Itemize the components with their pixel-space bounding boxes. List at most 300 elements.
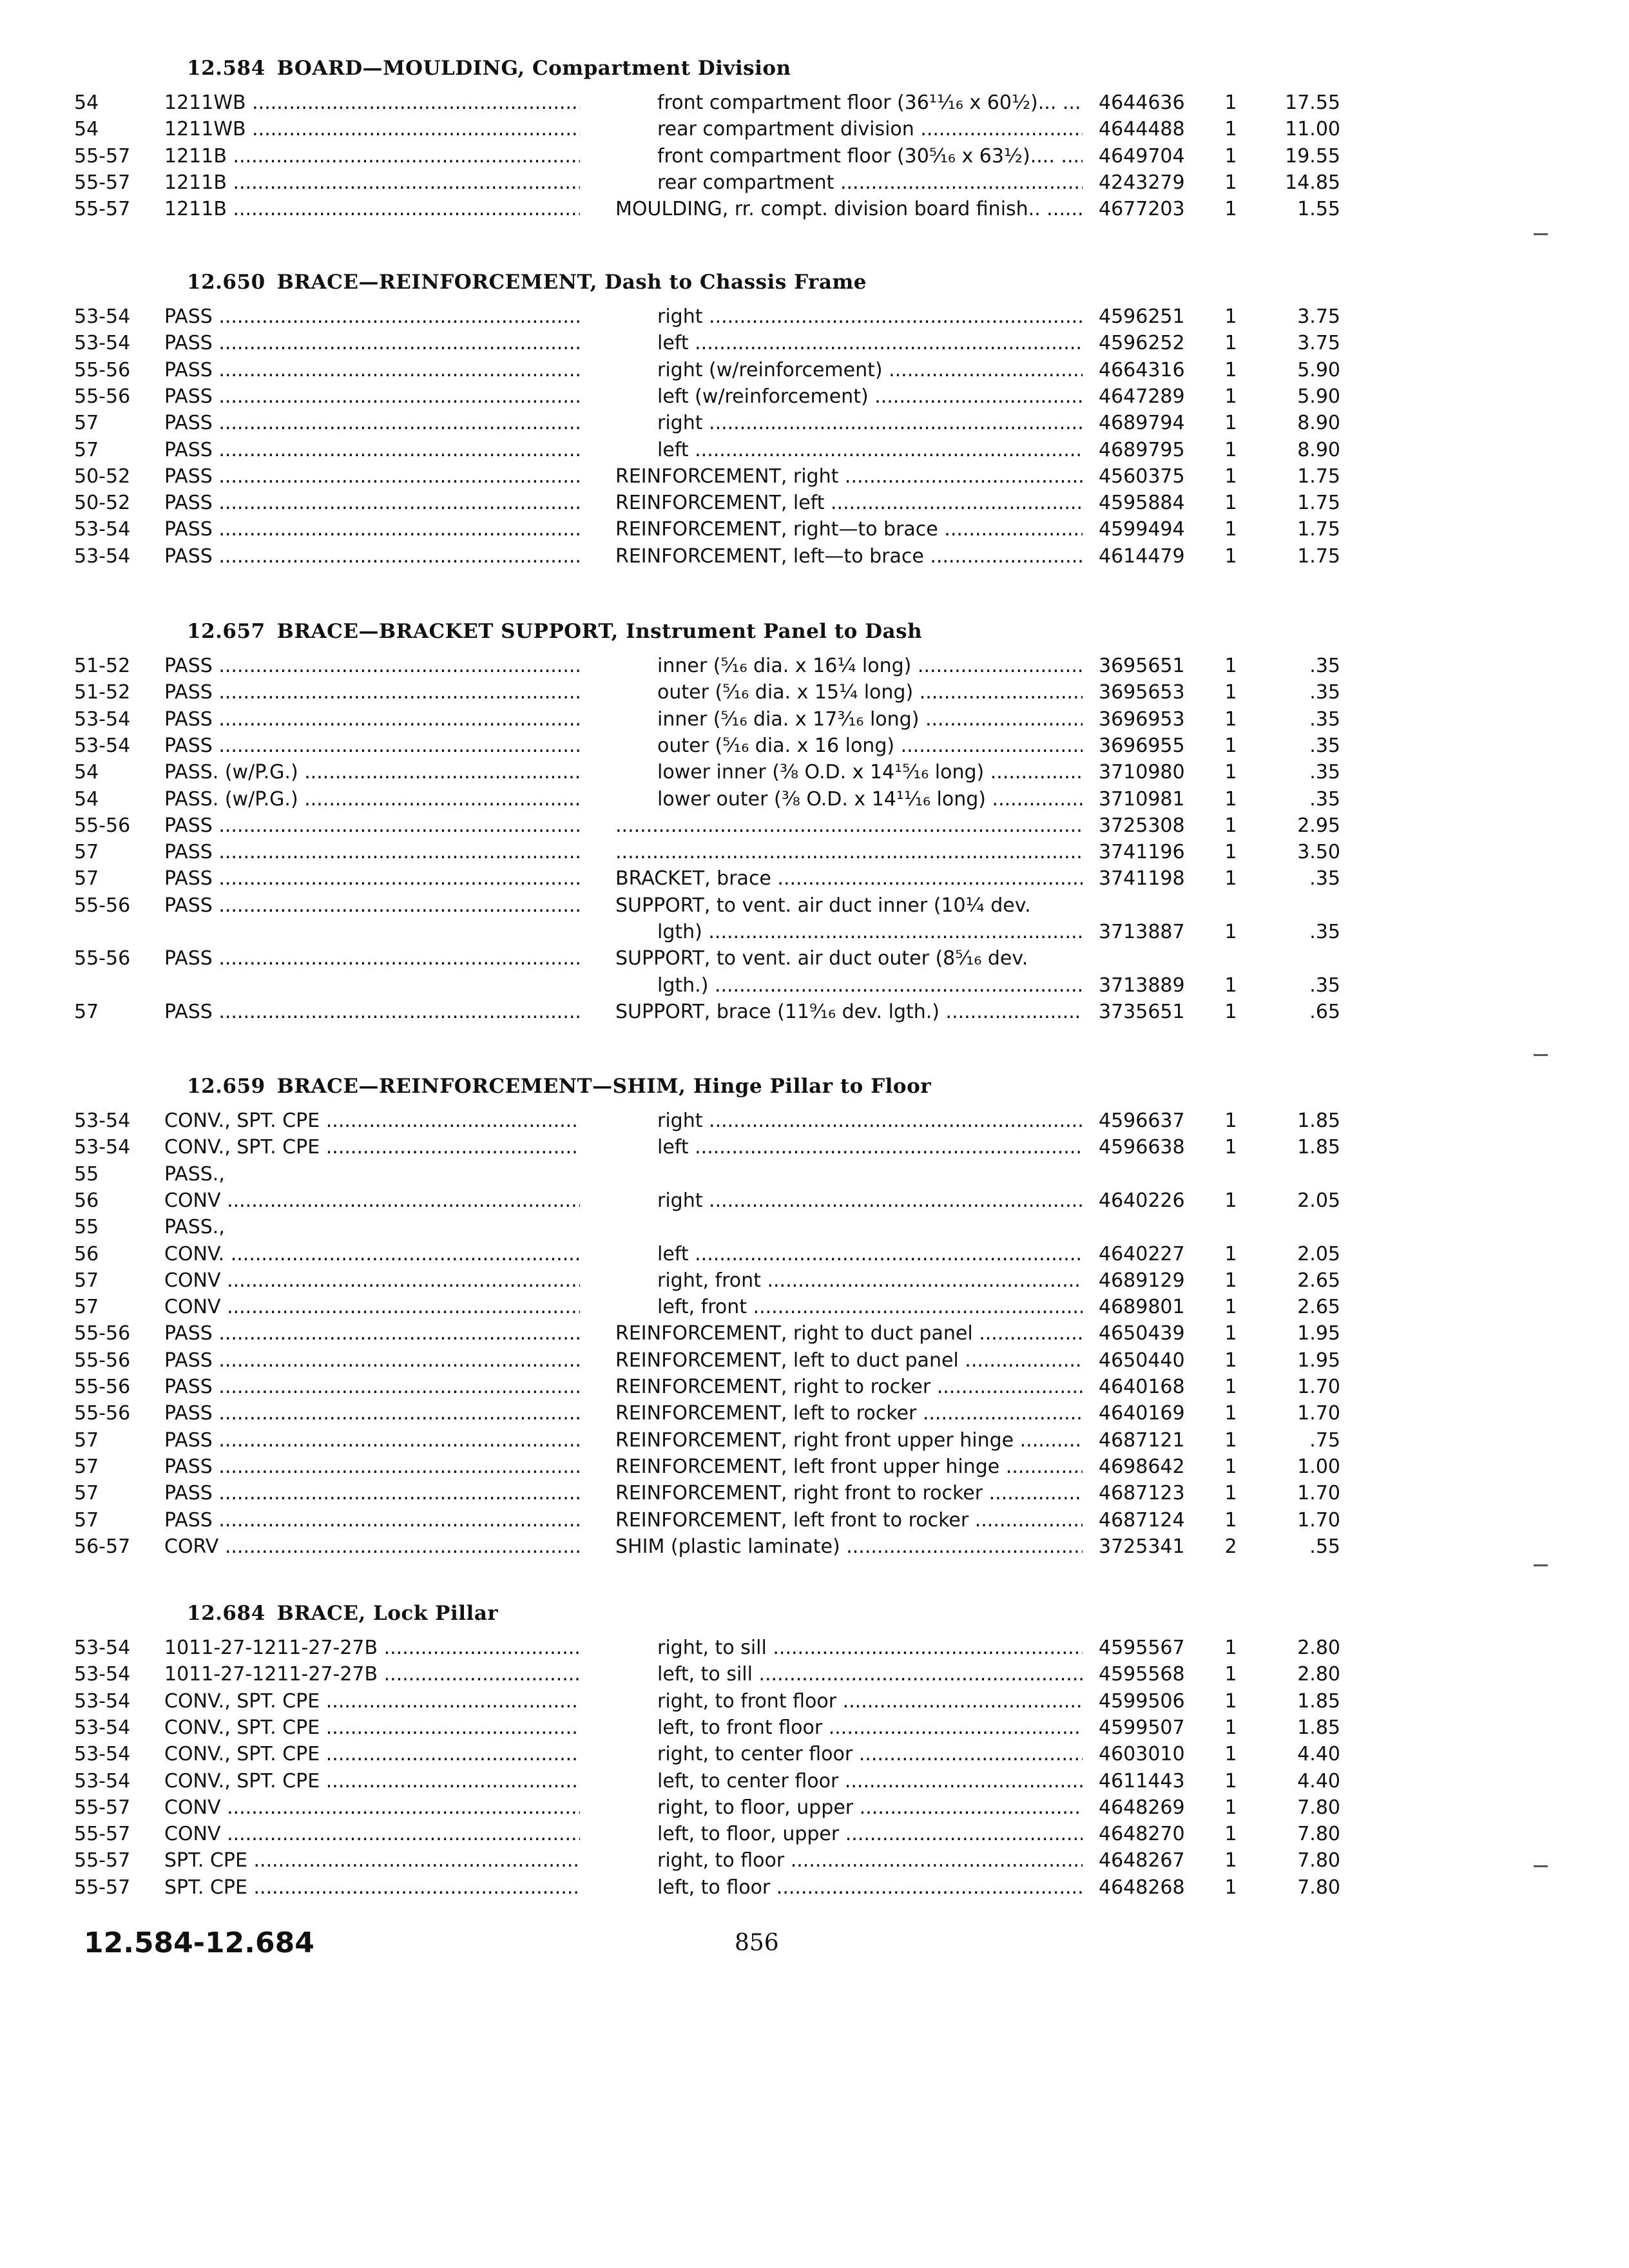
page-range-label: 12.584-12.684 (84, 1927, 314, 1959)
quantity: 1 (1224, 1508, 1237, 1532)
part-description: right, to sill ..... (657, 1635, 1083, 1661)
model-year: 55-57 (74, 198, 131, 221)
part-row (0, 437, 1629, 463)
part-row (0, 1821, 1629, 1847)
part-description: lgth) ..... (657, 919, 1083, 945)
quantity: 1 (1224, 1796, 1237, 1819)
model-year: 53-54 (74, 1689, 131, 1713)
body-model: CONV ..... (164, 1821, 580, 1847)
body-model: 1211WB ..... (164, 90, 580, 116)
part-number: 3741196 (1099, 841, 1185, 864)
quantity: 1 (1224, 492, 1237, 515)
model-year: 54 (74, 118, 99, 141)
part-description: REINFORCEMENT, left—to brace ..... (615, 544, 1083, 570)
part-row (0, 680, 1629, 706)
body-model: 1011-27-1211-27-27B ..... (164, 1635, 580, 1661)
section-title: BRACE—BRACKET SUPPORT, Instrument Panel to Dash (276, 620, 923, 643)
section-number: 12.650 (187, 271, 265, 294)
section-title: BRACE—REINFORCEMENT—SHIM, Hinge Pillar to Floor (276, 1075, 932, 1098)
part-description: REINFORCEMENT, left front to rocker ..... (615, 1508, 1083, 1533)
part-row (0, 170, 1629, 196)
part-number: 4689129 (1099, 1269, 1185, 1292)
part-row (0, 490, 1629, 516)
price: .35 (1309, 734, 1340, 757)
price: 1.75 (1297, 465, 1340, 488)
section-number: 12.659 (187, 1075, 265, 1098)
part-row (0, 1795, 1629, 1821)
section-title: BRACE—REINFORCEMENT, Dash to Chassis Frame (276, 271, 867, 294)
quantity: 1 (1224, 1716, 1237, 1739)
price: 7.80 (1297, 1823, 1340, 1846)
part-number: 3725308 (1099, 814, 1185, 837)
price: 8.90 (1297, 438, 1340, 461)
part-number: 4640168 (1099, 1376, 1185, 1398)
body-model: PASS ..... (164, 490, 580, 516)
quantity: 1 (1224, 438, 1237, 461)
part-number: 3713889 (1099, 974, 1185, 997)
quantity: 1 (1224, 841, 1237, 864)
price: 1.55 (1297, 198, 1340, 221)
body-model: CONV ..... (164, 1294, 580, 1320)
part-description: right, to front floor ..... (657, 1689, 1083, 1715)
part-number: 4687123 (1099, 1482, 1185, 1505)
part-description: SHIM (plastic laminate) ..... (615, 1534, 1083, 1560)
price: 2.65 (1297, 1269, 1340, 1292)
part-row (0, 1188, 1629, 1214)
quantity: 1 (1224, 1663, 1237, 1686)
part-row (0, 787, 1629, 812)
part-row (0, 1108, 1629, 1134)
part-row (0, 1662, 1629, 1687)
model-year: 55-57 (74, 144, 131, 168)
part-number: 3696955 (1099, 734, 1185, 757)
body-model: 1211B ..... (164, 197, 580, 222)
body-model: PASS ..... (164, 893, 580, 919)
part-row (0, 760, 1629, 785)
body-model: SPT. CPE ..... (164, 1875, 580, 1901)
quantity: 1 (1224, 358, 1237, 381)
body-model: PASS ..... (164, 653, 580, 679)
body-model: CONV ..... (164, 1268, 580, 1294)
part-number: 4644636 (1099, 91, 1185, 114)
model-year: 53-54 (74, 734, 131, 757)
quantity: 1 (1224, 1455, 1237, 1478)
price: 1.00 (1297, 1455, 1340, 1478)
part-number: 4595567 (1099, 1637, 1185, 1659)
body-model: CORV ..... (164, 1534, 580, 1560)
quantity: 1 (1224, 91, 1237, 114)
part-number: 4650439 (1099, 1322, 1185, 1345)
body-model: CONV., SPT. CPE ..... (164, 1135, 580, 1160)
part-row (0, 464, 1629, 490)
part-description: REINFORCEMENT, right to rocker ..... (615, 1374, 1083, 1400)
part-row (0, 999, 1629, 1025)
model-year: 53-54 (74, 1743, 131, 1766)
section-heading (187, 1075, 931, 1098)
body-model: CONV. ..... (164, 1242, 580, 1267)
model-year: 56 (74, 1189, 99, 1212)
part-row (0, 1508, 1629, 1533)
model-year: 53-54 (74, 305, 131, 328)
model-year: 54 (74, 787, 99, 811)
price: .75 (1309, 1428, 1340, 1452)
quantity: 1 (1224, 1322, 1237, 1345)
model-year: 56-57 (74, 1535, 131, 1558)
model-year: 57 (74, 1000, 99, 1023)
part-description: lower outer (⅜ O.D. x 14¹¹⁄₁₆ long) ..... (657, 787, 1083, 812)
body-model: PASS ..... (164, 1428, 580, 1454)
page-number: 856 (735, 1930, 779, 1956)
quantity: 1 (1224, 1296, 1237, 1319)
model-year: 57 (74, 438, 99, 461)
body-model: PASS ..... (164, 304, 580, 330)
part-row (0, 1454, 1629, 1480)
part-description: lgth.) ..... (657, 973, 1083, 999)
part-description: outer (⁵⁄₁₆ dia. x 15¼ long) ..... (657, 680, 1083, 706)
model-year: 55-56 (74, 1402, 131, 1425)
model-year: 55-57 (74, 1823, 131, 1846)
part-number: 4677203 (1099, 198, 1185, 221)
quantity: 1 (1224, 1876, 1237, 1899)
part-description: MOULDING, rr. compt. division board finish.. ..... (615, 197, 1083, 222)
model-year: 53-54 (74, 1663, 131, 1686)
price: 3.75 (1297, 332, 1340, 355)
part-row (0, 1215, 1629, 1240)
price: 3.75 (1297, 305, 1340, 328)
body-model: PASS ..... (164, 946, 580, 972)
model-year: 57 (74, 1508, 99, 1532)
part-row (0, 544, 1629, 570)
part-description: REINFORCEMENT, left to duct panel ..... (615, 1348, 1083, 1374)
body-model: PASS ..... (164, 544, 580, 570)
quantity: 1 (1224, 144, 1237, 168)
price: .35 (1309, 681, 1340, 704)
model-year: 53-54 (74, 1110, 131, 1132)
quantity: 1 (1224, 1428, 1237, 1452)
margin-mark (1534, 233, 1548, 235)
price: 1.70 (1297, 1482, 1340, 1505)
part-row (0, 358, 1629, 383)
part-description: rear compartment ..... (657, 170, 1083, 196)
part-number: 4596251 (1099, 305, 1185, 328)
quantity: 1 (1224, 1849, 1237, 1872)
part-description (615, 840, 1083, 865)
model-year: 55-57 (74, 171, 131, 194)
price: 1.85 (1297, 1136, 1340, 1159)
model-year: 55-56 (74, 894, 131, 917)
model-year: 50-52 (74, 492, 131, 515)
part-row (0, 946, 1629, 972)
margin-mark (1534, 1054, 1548, 1056)
body-model: PASS ..... (164, 1508, 580, 1533)
price: 5.90 (1297, 385, 1340, 408)
body-model: CONV., SPT. CPE ..... (164, 1769, 580, 1794)
part-description: left (w/reinforcement) ..... (657, 384, 1083, 410)
quantity: 1 (1224, 305, 1237, 328)
part-description: right, front ..... (657, 1268, 1083, 1294)
price: 7.80 (1297, 1849, 1340, 1872)
part-number: 4596252 (1099, 332, 1185, 355)
part-row (0, 117, 1629, 142)
part-description: front compartment floor (30⁵⁄₁₆ x 63½).... ..... (657, 144, 1083, 169)
part-row (0, 90, 1629, 116)
part-description: left, to floor ..... (657, 1875, 1083, 1901)
part-row (0, 973, 1629, 999)
model-year: 57 (74, 1269, 99, 1292)
part-row (0, 1321, 1629, 1347)
part-number: 4687121 (1099, 1428, 1185, 1452)
part-row (0, 517, 1629, 543)
part-row (0, 1348, 1629, 1374)
part-description: right ..... (657, 1188, 1083, 1214)
part-description: BRACKET, brace ..... (615, 866, 1083, 892)
part-description: SUPPORT, to vent. air duct inner (10¼ dev. (615, 894, 1031, 917)
part-description: inner (⁵⁄₁₆ dia. x 16¼ long) ..... (657, 653, 1083, 679)
model-year: 51-52 (74, 655, 131, 677)
quantity: 1 (1224, 518, 1237, 541)
price: 2.65 (1297, 1296, 1340, 1319)
section-heading (187, 1602, 498, 1625)
model-year: 53-54 (74, 1136, 131, 1159)
part-row (0, 1374, 1629, 1400)
quantity: 1 (1224, 465, 1237, 488)
part-row (0, 1268, 1629, 1294)
price: 19.55 (1285, 144, 1340, 168)
part-description: REINFORCEMENT, right—to brace ..... (615, 517, 1083, 543)
model-year: 53-54 (74, 518, 131, 541)
part-number: 4644488 (1099, 118, 1185, 141)
body-model: 1211WB ..... (164, 117, 580, 142)
part-number: 3713887 (1099, 921, 1185, 943)
body-model: PASS ..... (164, 1348, 580, 1374)
body-model: PASS ..... (164, 866, 580, 892)
part-description: left ..... (657, 437, 1083, 463)
part-row (0, 331, 1629, 356)
part-row (0, 1242, 1629, 1267)
price: 8.90 (1297, 412, 1340, 435)
part-number: 3741198 (1099, 867, 1185, 890)
price: 1.75 (1297, 492, 1340, 515)
part-row (0, 410, 1629, 436)
part-description: REINFORCEMENT, right to duct panel ..... (615, 1321, 1083, 1347)
model-year: 55-56 (74, 1349, 131, 1372)
part-description: right, to center floor ..... (657, 1742, 1083, 1767)
part-row (0, 813, 1629, 839)
quantity: 1 (1224, 332, 1237, 355)
price: 1.75 (1297, 544, 1340, 568)
model-year: 53-54 (74, 332, 131, 355)
part-number: 4650440 (1099, 1349, 1185, 1372)
part-description: left, to sill ..... (657, 1662, 1083, 1687)
body-model: PASS ..... (164, 464, 580, 490)
part-description: inner (⁵⁄₁₆ dia. x 17³⁄₁₆ long) ..... (657, 707, 1083, 733)
quantity: 1 (1224, 921, 1237, 943)
price: 1.70 (1297, 1508, 1340, 1532)
part-row (0, 1689, 1629, 1715)
part-number: 3725341 (1099, 1535, 1185, 1558)
quantity: 1 (1224, 1823, 1237, 1846)
model-year: 57 (74, 1296, 99, 1319)
part-number: 4648267 (1099, 1849, 1185, 1872)
part-row (0, 893, 1629, 919)
part-description: left, to floor, upper ..... (657, 1821, 1083, 1847)
quantity: 1 (1224, 1769, 1237, 1792)
price: 2.95 (1297, 814, 1340, 837)
quantity: 1 (1224, 1269, 1237, 1292)
quantity: 1 (1224, 707, 1237, 731)
price: .35 (1309, 974, 1340, 997)
part-row (0, 919, 1629, 945)
part-row (0, 1534, 1629, 1560)
body-model: PASS ..... (164, 358, 580, 383)
model-year: 57 (74, 1455, 99, 1478)
part-description: left, to front floor ..... (657, 1715, 1083, 1741)
part-description: rear compartment division ..... (657, 117, 1083, 142)
model-year: 51-52 (74, 681, 131, 704)
body-model: CONV., SPT. CPE ..... (164, 1108, 580, 1134)
model-year: 53-54 (74, 1716, 131, 1739)
quantity: 1 (1224, 761, 1237, 784)
model-year: 56 (74, 1242, 99, 1265)
part-number: 4647289 (1099, 385, 1185, 408)
part-number: 3710980 (1099, 761, 1185, 784)
price: 2.80 (1297, 1637, 1340, 1659)
part-row (0, 1742, 1629, 1767)
part-description: REINFORCEMENT, left front upper hinge ..... (615, 1454, 1083, 1480)
model-year: 55-57 (74, 1849, 131, 1872)
model-year: 57 (74, 1428, 99, 1452)
body-model: CONV., SPT. CPE ..... (164, 1689, 580, 1715)
part-number: 3695653 (1099, 681, 1185, 704)
quantity: 1 (1224, 974, 1237, 997)
part-number: 4648268 (1099, 1876, 1185, 1899)
body-model: PASS ..... (164, 437, 580, 463)
body-model: PASS ..... (164, 1374, 580, 1400)
body-model: CONV ..... (164, 1795, 580, 1821)
part-number: 4640169 (1099, 1402, 1185, 1425)
part-description: lower inner (⅜ O.D. x 14¹⁵⁄₁₆ long) ..... (657, 760, 1083, 785)
part-number: 4595884 (1099, 492, 1185, 515)
quantity: 1 (1224, 198, 1237, 221)
part-number: 4689795 (1099, 438, 1185, 461)
part-number: 4560375 (1099, 465, 1185, 488)
model-year: 55 (74, 1162, 99, 1186)
body-model: PASS ..... (164, 331, 580, 356)
model-year: 54 (74, 91, 99, 114)
quantity: 1 (1224, 814, 1237, 837)
part-row (0, 1875, 1629, 1901)
price: 7.80 (1297, 1876, 1340, 1899)
quantity: 1 (1224, 1637, 1237, 1659)
body-model: PASS ..... (164, 517, 580, 543)
model-year: 57 (74, 867, 99, 890)
model-year: 55-56 (74, 814, 131, 837)
quantity: 1 (1224, 1402, 1237, 1425)
margin-mark (1534, 1865, 1548, 1867)
model-year: 53-54 (74, 707, 131, 731)
part-row (0, 144, 1629, 169)
body-model: PASS ..... (164, 410, 580, 436)
part-description: right ..... (657, 304, 1083, 330)
part-row (0, 384, 1629, 410)
body-model: SPT. CPE ..... (164, 1848, 580, 1874)
price: .55 (1309, 1535, 1340, 1558)
part-description: REINFORCEMENT, right front upper hinge ..... (615, 1428, 1083, 1454)
model-year: 57 (74, 412, 99, 435)
part-description: right, to floor ..... (657, 1848, 1083, 1874)
part-number: 4649704 (1099, 144, 1185, 168)
quantity: 1 (1224, 385, 1237, 408)
body-model: PASS ..... (164, 840, 580, 865)
part-description: REINFORCEMENT, left to rocker ..... (615, 1401, 1083, 1427)
quantity: 1 (1224, 1000, 1237, 1023)
model-year: 55-56 (74, 385, 131, 408)
quantity: 1 (1224, 1482, 1237, 1505)
part-row (0, 1635, 1629, 1661)
part-description: right, to floor, upper ..... (657, 1795, 1083, 1821)
body-model: PASS. (w/P.G.) ..... (164, 787, 580, 812)
part-row (0, 1715, 1629, 1741)
price: .35 (1309, 707, 1340, 731)
section-number: 12.684 (187, 1602, 265, 1625)
part-description: front compartment floor (36¹¹⁄₁₆ x 60½)... ..... (657, 90, 1083, 116)
part-number: 4596638 (1099, 1136, 1185, 1159)
model-year: 55-57 (74, 1796, 131, 1819)
quantity: 1 (1224, 1189, 1237, 1212)
part-row (0, 1428, 1629, 1454)
body-model: PASS ..... (164, 680, 580, 706)
part-number: 4614479 (1099, 544, 1185, 568)
quantity: 1 (1224, 655, 1237, 677)
part-row (0, 1162, 1629, 1187)
model-year: 53-54 (74, 1637, 131, 1659)
model-year: 55-56 (74, 947, 131, 970)
price: 1.70 (1297, 1376, 1340, 1398)
quantity: 2 (1224, 1535, 1237, 1558)
part-number: 3696953 (1099, 707, 1185, 731)
section-title: BRACE, Lock Pillar (276, 1602, 499, 1625)
section-heading (187, 57, 791, 80)
part-number: 4648270 (1099, 1823, 1185, 1846)
price: .65 (1309, 1000, 1340, 1023)
price: 1.85 (1297, 1689, 1340, 1713)
part-row (0, 1769, 1629, 1794)
model-year: 57 (74, 1482, 99, 1505)
part-row (0, 733, 1629, 759)
part-number: 3710981 (1099, 787, 1185, 811)
part-description: outer (⁵⁄₁₆ dia. x 16 long) ..... (657, 733, 1083, 759)
price: 2.05 (1297, 1242, 1340, 1265)
quantity: 1 (1224, 1376, 1237, 1398)
part-description: REINFORCEMENT, left ..... (615, 490, 1083, 516)
part-description: SUPPORT, brace (11⁹⁄₁₆ dev. lgth.) ..... (615, 999, 1083, 1025)
part-number: 4664316 (1099, 358, 1185, 381)
price: 3.50 (1297, 841, 1340, 864)
part-row (0, 197, 1629, 222)
price: 1.85 (1297, 1716, 1340, 1739)
section-number: 12.584 (187, 57, 265, 80)
price: .35 (1309, 867, 1340, 890)
part-description: SUPPORT, to vent. air duct outer (8⁵⁄₁₆ dev. (615, 947, 1028, 970)
model-year: 55-56 (74, 358, 131, 381)
body-model: 1011-27-1211-27-27B ..... (164, 1662, 580, 1687)
part-row (0, 1294, 1629, 1320)
body-model: PASS ..... (164, 999, 580, 1025)
part-description: right ..... (657, 1108, 1083, 1134)
price: .35 (1309, 787, 1340, 811)
price: .35 (1309, 655, 1340, 677)
price: 11.00 (1285, 118, 1340, 141)
